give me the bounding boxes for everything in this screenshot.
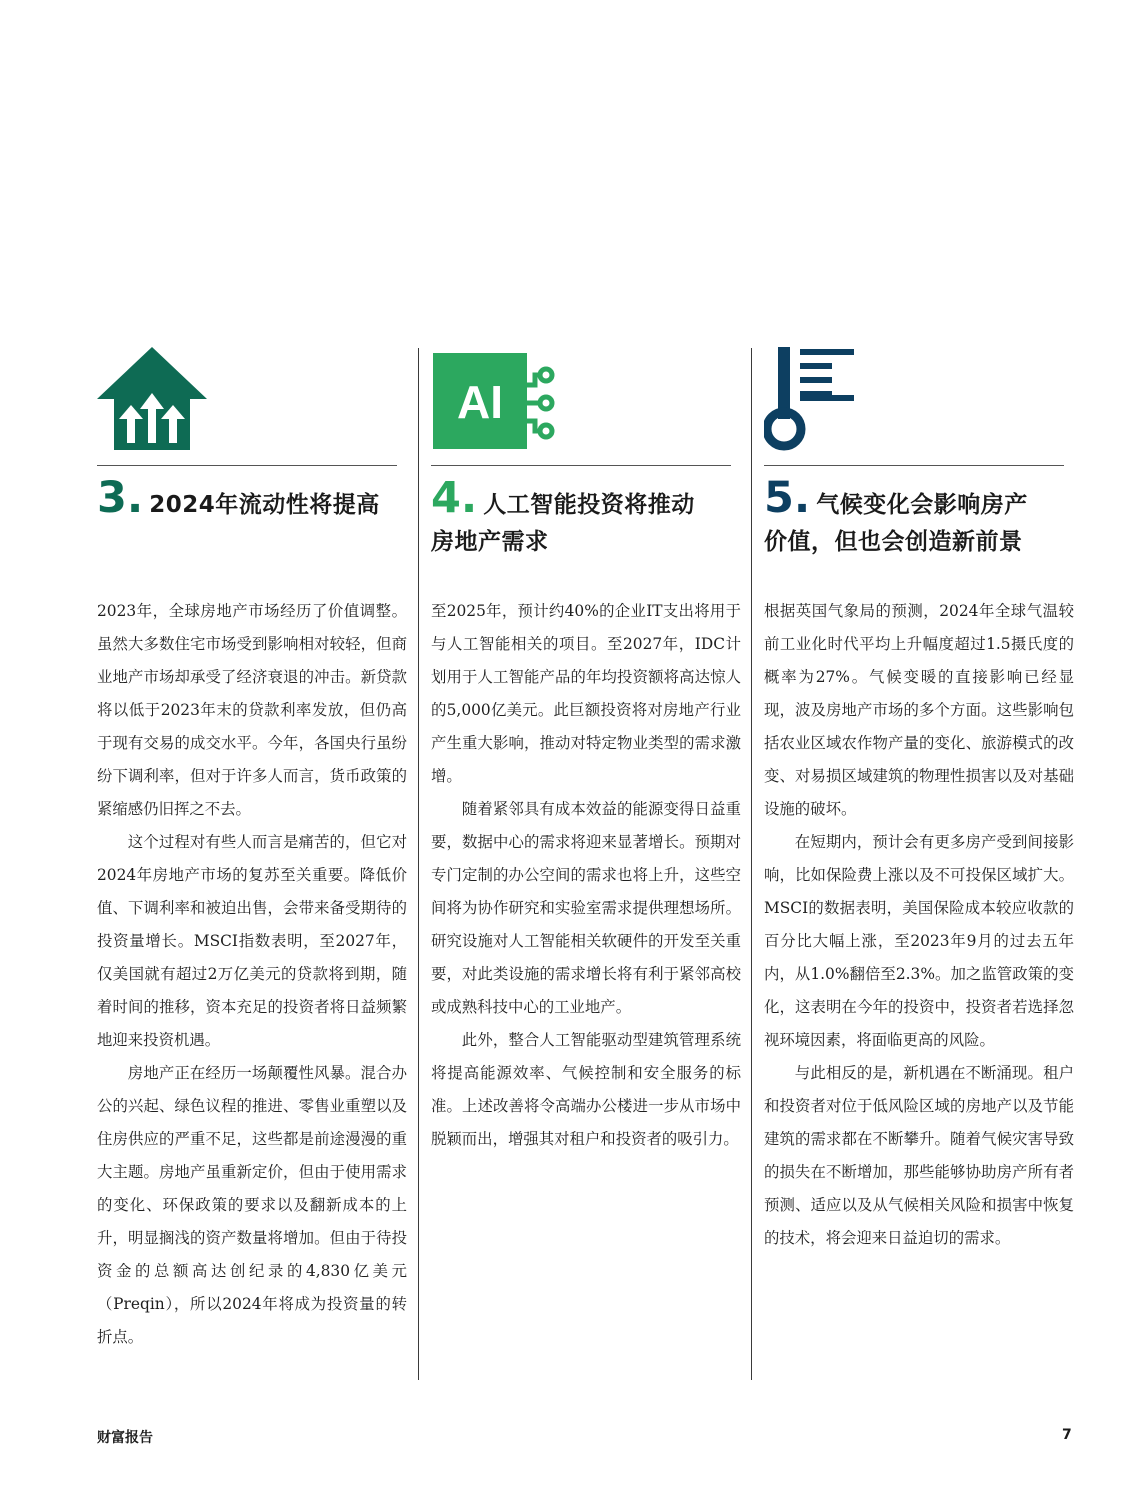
section-body (431, 595, 741, 1156)
page-number: 7 (1062, 1427, 1072, 1443)
thermometer-icon (764, 345, 1076, 453)
section-rule (431, 465, 731, 466)
section-4 (431, 345, 743, 1148)
section-3 (97, 345, 409, 1346)
section-title-line: 人工智能投资将推动 (483, 492, 695, 518)
section-number: 3. (97, 473, 144, 523)
section-body (97, 595, 407, 1354)
paragraph: 至2025年，预计约40%的企业IT支出将用于与人工智能相关的项目。至2027年，IDC计划用于人工智能产品的年均投资额将高达惊人的5,000亿美元。此巨额投资将对房地产行业产生重大影响，推动对特定物业类型的需求激增。 (431, 602, 741, 785)
paragraph: 在短期内，预计会有更多房产受到间接影响，比如保险费上涨以及不可投保区域扩大。MSCI的数据表明，美国保险成本较应收款的百分比大幅上涨，至2023年9月的过去五年内，从1.0%翻倍至2.3%。加之监管政策的变化，这表明在今年的投资中，投资者若选择忽视环境因素，将面临更高的风险。 (764, 833, 1074, 1049)
section-title-line: 价值，但也会创造新前景 (764, 529, 1023, 555)
column-divider (418, 348, 419, 1380)
section-heading (431, 473, 751, 561)
section-number: 4. (431, 473, 478, 523)
section-title-line: 气候变化会影响房产 (816, 492, 1028, 518)
paragraph: 与此相反的是，新机遇在不断涌现。租户和投资者对位于低风险区域的房地产以及节能建筑的需求都在不断攀升。随着气候灾害导致的损失在不断增加，那些能够协助房产所有者预测、适应以及从气候相关风险和损害中恢复的技术，将会迎来日益迫切的需求。 (764, 1064, 1074, 1247)
ai-chip-label: AI (457, 376, 503, 428)
section-number: 5. (764, 473, 811, 523)
paragraph: 根据英国气象局的预测，2024年全球气温较前工业化时代平均上升幅度超过1.5摄氏度的概率为27%。气候变暖的直接影响已经显现，波及房地产市场的多个方面。这些影响包括农业区域农作物产量的变化、旅游模式的改变、对易损区域建筑的物理性损害以及对基础设施的破坏。 (764, 602, 1074, 818)
section-rule (97, 465, 397, 466)
section-rule (764, 465, 1064, 466)
ai-chip-icon (431, 345, 743, 453)
section-5 (764, 345, 1076, 1247)
paragraph: 随着紧邻具有成本效益的能源变得日益重要，数据中心的需求将迎来显著增长。预期对专门定制的办公空间的需求也将上升，这些空间将为协作研究和实验室需求提供理想场所。研究设施对人工智能相关软硬件的开发至关重要，对此类设施的需求增长将有利于紧邻高校或成熟科技中心的工业地产。 (431, 800, 741, 1016)
section-title-line: 房地产需求 (431, 529, 549, 555)
section-title-line: 2024年流动性将提高 (149, 492, 380, 518)
paragraph: 此外，整合人工智能驱动型建筑管理系统将提高能源效率、气候控制和安全服务的标准。上述改善将令高端办公楼进一步从市场中脱颖而出，增强其对租户和投资者的吸引力。 (431, 1031, 741, 1148)
paragraph: 这个过程对有些人而言是痛苦的，但它对2024年房地产市场的复苏至关重要。降低价值、下调利率和被迫出售，会带来备受期待的投资量增长。MSCI指数表明，至2027年，仅美国就有超过2万亿美元的贷款将到期，随着时间的推移，资本充足的投资者将日益频繁地迎来投资机遇。 (97, 833, 407, 1049)
section-body (764, 595, 1074, 1255)
column-divider (751, 348, 752, 1380)
paragraph: 房地产正在经历一场颠覆性风暴。混合办公的兴起、绿色议程的推进、零售业重塑以及住房供应的严重不足，这些都是前途漫漫的重大主题。房地产虽重新定价，但由于使用需求的变化、环保政策的要求以及翻新成本的上升，明显搁浅的资产数量将增加。但由于待投资金的总额高达创纪录的4,830亿美元（Preqin），所以2024年将成为投资量的转折点。 (97, 1064, 407, 1346)
section-heading (764, 473, 1084, 561)
section-heading (97, 473, 417, 524)
paragraph: 2023年，全球房地产市场经历了价值调整。虽然大多数住宅市场受到影响相对较轻，但商业地产市场却承受了经济衰退的冲击。新贷款将以低于2023年末的贷款利率发放，但仍高于现有交易的成交水平。今年，各国央行虽纷纷下调利率，但对于许多人而言，货币政策的紧缩感仍旧挥之不去。 (97, 602, 407, 818)
house-growth-icon (97, 345, 409, 453)
publication-name: 财富报告 (97, 1430, 153, 1446)
